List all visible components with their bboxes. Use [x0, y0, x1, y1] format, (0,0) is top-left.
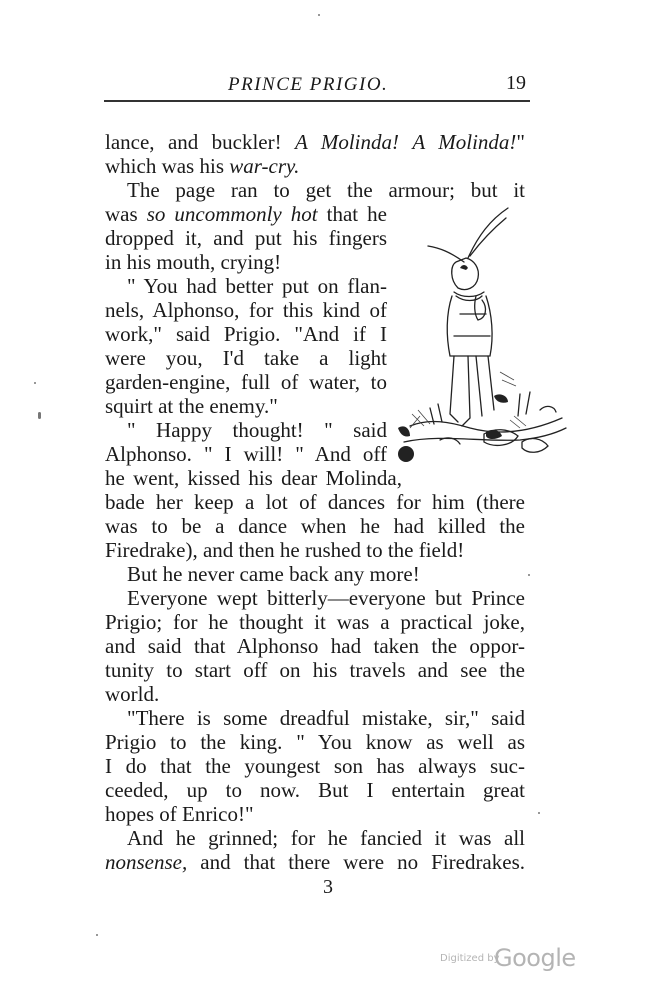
print-speck	[34, 382, 36, 384]
text-line: bade her keep a lot of dances for him (there	[105, 490, 525, 514]
text-line: squirt at the enemy."	[105, 394, 278, 418]
text-line: world.	[105, 682, 160, 706]
text-line: was to be a dance when he had killed the	[105, 514, 525, 538]
text-line: Everyone wept bitterly—everyone but Prince	[127, 586, 525, 610]
text-line: The page ran to get the armour; but it	[127, 178, 525, 202]
text-line: Firedrake), and then he rushed to the field!	[105, 538, 465, 562]
print-speck	[318, 14, 320, 16]
text-line: nels, Alphonso, for this kind of	[105, 298, 387, 322]
header-rule	[104, 100, 530, 102]
print-speck	[528, 574, 530, 576]
print-speck	[538, 812, 540, 814]
text-line: But he never came back any more!	[127, 562, 420, 586]
text-line: ceeded, up to now. But I entertain great	[105, 778, 525, 802]
text-line: tunity to start off on his travels and see the	[105, 658, 525, 682]
text-line: dropped it, and put his fingers	[105, 226, 387, 250]
text-line: was so uncommonly hot that he	[105, 202, 387, 226]
illustration-page-boy	[390, 196, 570, 496]
text-line: Alphonso. " I will! " And off	[105, 442, 387, 466]
text-line: lance, and buckler! A Molinda! A Molinda!"	[105, 130, 525, 154]
print-speck	[38, 412, 41, 419]
text-line: Prigio; for he thought it was a practical joke,	[105, 610, 525, 634]
text-line: which was his war-cry.	[105, 154, 300, 178]
page-number: 19	[506, 72, 526, 94]
text-line: in his mouth, crying!	[105, 250, 282, 274]
text-line: garden-engine, full of water, to	[105, 370, 387, 394]
text-line: " You had better put on flan-	[127, 274, 387, 298]
running-head: PRINCE PRIGIO.	[228, 74, 389, 95]
digitized-by-label: Digitized by	[440, 953, 500, 964]
text-line: Prigio to the king. " You know as well as	[105, 730, 525, 754]
text-line: " Happy thought! " said	[127, 418, 387, 442]
text-line: hopes of Enrico!"	[105, 802, 254, 826]
text-line: work," said Prigio. "And if I	[105, 322, 387, 346]
text-line: "There is some dreadful mistake, sir," said	[127, 706, 525, 730]
text-line: And he grinned; for he fancied it was all	[127, 826, 525, 850]
signature-mark: 3	[323, 876, 333, 898]
text-line: he went, kissed his dear Molinda,	[105, 466, 402, 490]
text-line: were you, I'd take a light	[105, 346, 387, 370]
print-speck	[96, 934, 98, 936]
google-watermark: Google	[494, 944, 576, 972]
text-line: I do that the youngest son has always suc-	[105, 754, 525, 778]
text-line: nonsense, and that there were no Firedrakes.	[105, 850, 525, 874]
text-line: and said that Alphonso had taken the oppor-	[105, 634, 525, 658]
